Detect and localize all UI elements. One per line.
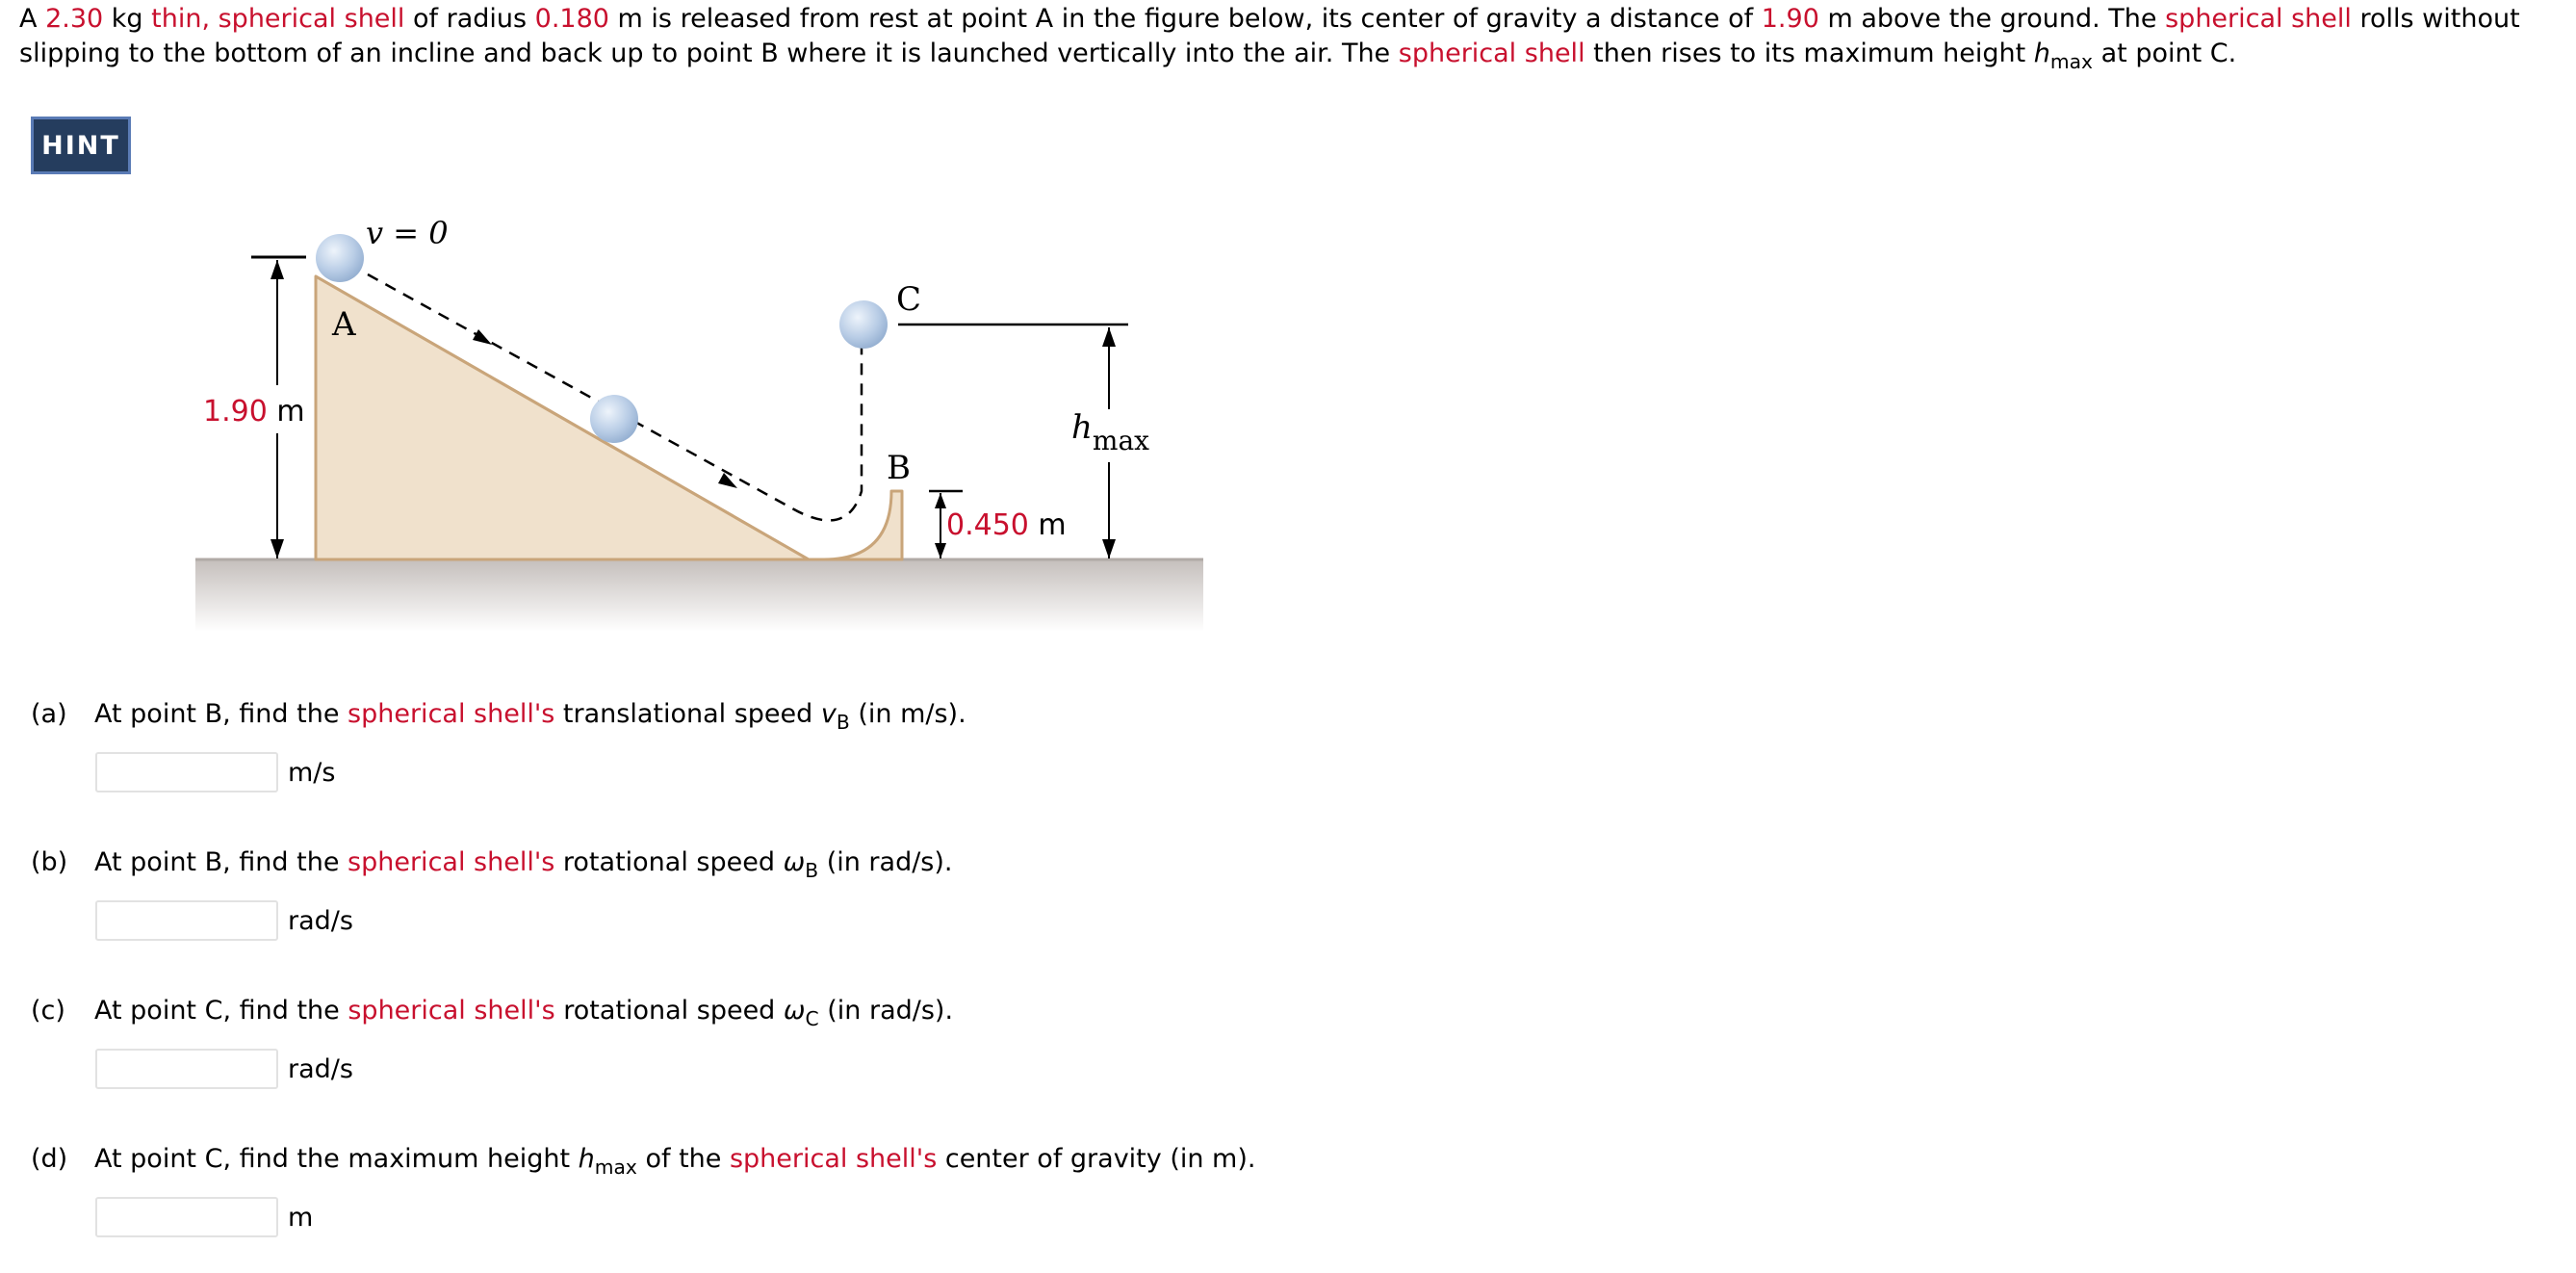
question-text: At point C, find the maximum height xyxy=(94,1144,579,1174)
question-text: (in m/s). xyxy=(849,699,966,729)
object-name: spherical shell's xyxy=(729,1144,938,1174)
incline-figure xyxy=(0,0,1251,655)
question-text: of the xyxy=(636,1144,730,1174)
answer-row-a xyxy=(95,752,335,792)
variable-subscript: B xyxy=(805,859,819,883)
point-c-label: C xyxy=(896,280,922,319)
question-d xyxy=(31,1142,1256,1180)
question-text: rotational speed xyxy=(554,996,784,1026)
question-text: rotational speed xyxy=(554,847,784,877)
unit-label: rad/s xyxy=(288,905,353,936)
question-a xyxy=(31,697,966,735)
question-text: (in rad/s). xyxy=(818,847,953,877)
object-name: spherical shell's xyxy=(348,996,555,1026)
height-b-arrow-up xyxy=(935,493,946,508)
variable-subscript: B xyxy=(836,711,850,735)
object-name: spherical shell xyxy=(2165,4,2352,34)
object-name: spherical shell xyxy=(1398,39,1585,68)
object-name: spherical shell's xyxy=(348,699,555,729)
hmax-arrow-up xyxy=(1102,327,1116,347)
intro-text: kg xyxy=(103,4,152,34)
object-name: spherical shell's xyxy=(348,847,555,877)
ball-c xyxy=(839,300,888,349)
ball-a xyxy=(316,234,364,282)
intro-text: m above the ground. The xyxy=(1818,4,2166,34)
answer-row-b xyxy=(95,900,353,941)
intro-text: then rises to its maximum height xyxy=(1584,39,2034,68)
point-b-label: B xyxy=(887,449,911,487)
answer-input-d[interactable] xyxy=(95,1197,278,1237)
intro-text: A xyxy=(19,4,46,34)
variable-subscript: max xyxy=(594,1156,637,1180)
hmax-variable: h xyxy=(2033,39,2050,68)
unit-label: m xyxy=(288,1202,314,1233)
radius-value: 0.180 xyxy=(534,4,609,34)
answer-input-c[interactable] xyxy=(95,1049,278,1089)
hmax-subscript: max xyxy=(2049,50,2094,74)
question-text: (in rad/s). xyxy=(818,996,954,1026)
question-letter: (c) xyxy=(31,996,65,1026)
ground xyxy=(195,559,1203,632)
question-letter: (d) xyxy=(31,1144,68,1174)
height-a-arrow-up xyxy=(270,260,284,279)
unit-label: rad/s xyxy=(288,1053,353,1084)
question-text: translational speed xyxy=(554,699,821,729)
path-arrow xyxy=(718,473,737,488)
hint-button[interactable]: HINT xyxy=(31,117,131,174)
variable-subscript: C xyxy=(805,1007,819,1031)
hmax-arrow-down xyxy=(1102,539,1116,559)
variable: ω xyxy=(783,847,806,877)
variable: v xyxy=(820,699,837,729)
intro-text: rolls without slipping to the bottom of an incline and back up to point B where it is launched vertically into the air. The xyxy=(19,4,2520,68)
height-a-arrow-down xyxy=(270,539,284,559)
variable: ω xyxy=(783,996,806,1026)
path-arrow xyxy=(473,329,492,345)
answer-row-d xyxy=(95,1197,313,1237)
question-b xyxy=(31,845,953,883)
question-text: At point B, find the xyxy=(94,847,348,877)
question-letter: (b) xyxy=(31,847,68,877)
height-b-label: 0.450 m xyxy=(946,508,1067,542)
object-name: thin, spherical shell xyxy=(151,4,405,34)
question-text: At point B, find the xyxy=(94,699,348,729)
question-c xyxy=(31,994,954,1031)
question-text: At point C, find the xyxy=(94,996,348,1026)
intro-text: at point C. xyxy=(2093,39,2237,68)
height-value: 1.90 xyxy=(1761,4,1819,34)
point-a-label: A xyxy=(332,305,356,344)
question-text: center of gravity (in m). xyxy=(937,1144,1256,1174)
unit-label: m/s xyxy=(288,757,336,788)
mass-value: 2.30 xyxy=(45,4,104,34)
answer-input-a[interactable] xyxy=(95,752,278,792)
answer-input-b[interactable] xyxy=(95,900,278,941)
velocity-zero-label: v = 0 xyxy=(366,215,449,251)
hmax-label: $h_{max}$ xyxy=(1071,408,1149,456)
height-b-arrow-down xyxy=(935,543,946,559)
ball-middle xyxy=(590,395,638,443)
intro-text: of radius xyxy=(404,4,535,34)
height-a-label: 1.90 m xyxy=(203,395,305,429)
variable: h xyxy=(578,1144,595,1174)
intro-text: m is released from rest at point A in the figure below, its center of gravity a distance of xyxy=(608,4,1762,34)
question-letter: (a) xyxy=(31,699,67,729)
answer-row-c xyxy=(95,1049,353,1089)
